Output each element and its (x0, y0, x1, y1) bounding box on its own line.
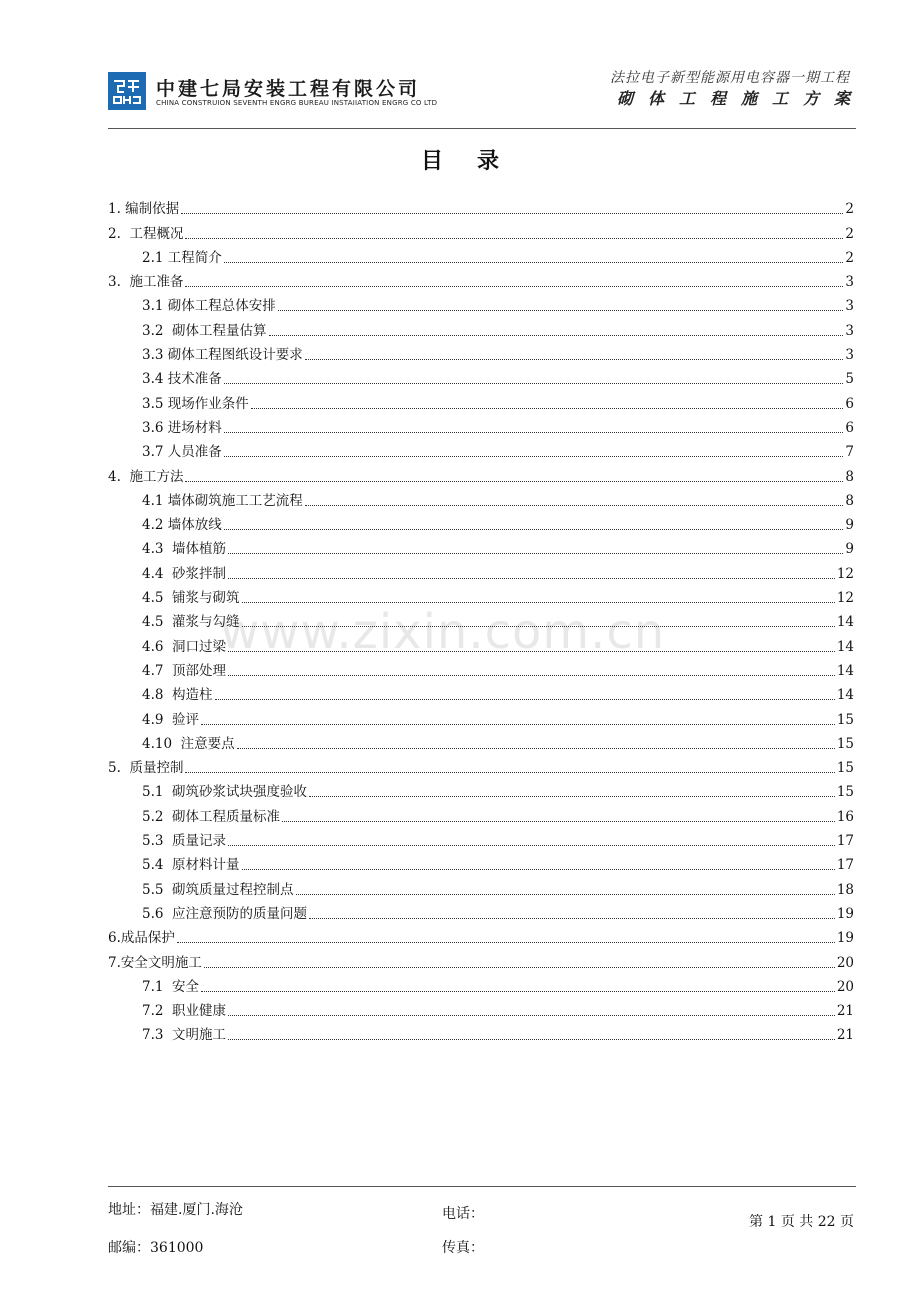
toc-entry[interactable] (108, 656, 854, 680)
toc-dot-leader (204, 966, 835, 968)
header-divider (108, 128, 856, 129)
toc-entry-page: 9 (845, 517, 854, 534)
toc-entry-page: 6 (845, 419, 854, 436)
company-name-cn: 中建七局安装工程有限公司 (156, 78, 421, 100)
toc-entry-page: 15 (836, 784, 854, 801)
toc-entry[interactable] (108, 826, 854, 850)
toc-entry-label: 4. 施工方法 (108, 468, 184, 485)
toc-dot-leader (309, 795, 835, 797)
toc-entry-page: 3 (845, 322, 854, 339)
toc-entry-page: 2 (845, 249, 854, 266)
toc-entry[interactable] (108, 437, 854, 461)
toc-entry-label: 7.2 职业健康 (142, 1003, 227, 1020)
toc-entry-page: 15 (836, 711, 854, 728)
toc-entry-label: 3.2 砌体工程量估算 (142, 322, 267, 339)
toc-entry[interactable] (108, 753, 854, 777)
toc-entry-label: 7.安全文明施工 (108, 954, 202, 971)
toc-entry-label: 4.6 洞口过梁 (142, 638, 227, 655)
toc-dot-leader (228, 844, 835, 846)
toc-entry-page: 9 (845, 541, 854, 558)
toc-dot-leader (305, 504, 844, 506)
company-logo-icon (108, 72, 146, 110)
toc-dot-leader (251, 407, 844, 409)
toc-entry-label: 2. 工程概况 (108, 225, 184, 242)
toc-entry-label: 6.成品保护 (108, 930, 175, 947)
toc-dot-leader (224, 528, 844, 530)
toc-entry[interactable] (108, 243, 854, 267)
toc-entry[interactable] (108, 704, 854, 728)
company-name-en: CHINA CONSTRUION SEVENTH ENGRG BUREAU INSTAIIATION ENGRG CO LTD (156, 99, 438, 107)
toc-dot-leader (305, 358, 844, 360)
toc-entry[interactable] (108, 729, 854, 753)
toc-entry[interactable] (108, 947, 854, 971)
toc-entry-label: 4.5 灌浆与勾缝 (142, 614, 240, 631)
toc-dot-leader (177, 941, 835, 943)
toc-dot-leader (215, 698, 835, 700)
toc-dot-leader (228, 577, 835, 579)
toc-entry[interactable] (108, 680, 854, 704)
toc-entry-page: 20 (836, 978, 854, 995)
toc-dot-leader (181, 212, 843, 214)
toc-entry-page: 14 (836, 638, 854, 655)
toc-dot-leader (224, 261, 844, 263)
toc-entry-label: 3.1 砌体工程总体安排 (142, 298, 276, 315)
company-logo (108, 72, 146, 110)
toc-entry[interactable] (108, 267, 854, 291)
toc-entry[interactable] (108, 291, 854, 315)
watermark: www.zixin.com.cn (220, 604, 666, 660)
toc-entry-label: 5.5 砌筑质量过程控制点 (142, 881, 294, 898)
toc-dot-leader (269, 334, 844, 336)
toc-heading: 目录 (420, 149, 533, 174)
toc-dot-leader (228, 1038, 835, 1040)
toc-dot-leader (185, 771, 834, 773)
toc-entry[interactable] (108, 1020, 854, 1044)
toc-entry-label: 5.3 质量记录 (142, 833, 227, 850)
toc-dot-leader (242, 625, 835, 627)
toc-entry[interactable] (108, 315, 854, 339)
toc-entry-label: 4.7 顶部处理 (142, 662, 227, 679)
toc-dot-leader (228, 1014, 835, 1016)
toc-dot-leader (185, 285, 843, 287)
document-title: 砌体工程施工方案 (616, 89, 865, 108)
toc-entry-page: 3 (845, 274, 854, 291)
toc-entry[interactable] (108, 631, 854, 655)
toc-entry-page: 2 (845, 201, 854, 218)
toc-entry-page: 17 (836, 833, 854, 850)
toc-entry-label: 3.7 人员准备 (142, 444, 222, 461)
toc-entry-page: 3 (845, 298, 854, 315)
toc-entry-label: 5.4 原材料计量 (142, 857, 240, 874)
toc-dot-leader (242, 601, 835, 603)
toc-entry-label: 4.8 构造柱 (142, 687, 213, 704)
toc-entry-label: 3.4 技术准备 (142, 371, 222, 388)
toc-dot-leader (228, 674, 835, 676)
toc-entry-page: 14 (836, 662, 854, 679)
toc-dot-leader (224, 431, 844, 433)
toc-entry[interactable] (108, 923, 854, 947)
table-of-contents (108, 194, 854, 1044)
footer-postcode: 邮编：361000 (108, 1240, 204, 1256)
toc-dot-leader (224, 382, 844, 384)
toc-dot-leader (242, 868, 835, 870)
toc-dot-leader (309, 917, 835, 919)
toc-entry-label: 4.5 铺浆与砌筑 (142, 590, 240, 607)
toc-entry[interactable] (108, 461, 854, 485)
toc-entry-page: 18 (836, 881, 854, 898)
toc-entry-label: 7.1 安全 (142, 978, 200, 995)
toc-entry-page: 2 (845, 225, 854, 242)
toc-entry-page: 20 (836, 954, 854, 971)
toc-entry-label: 3. 施工准备 (108, 274, 184, 291)
toc-dot-leader (224, 455, 844, 457)
toc-entry-page: 14 (836, 687, 854, 704)
toc-entry-label: 4.9 验评 (142, 711, 200, 728)
toc-entry[interactable] (108, 996, 854, 1020)
toc-entry-label: 3.5 现场作业条件 (142, 395, 249, 412)
footer-divider (108, 1186, 856, 1187)
toc-entry-page: 12 (836, 590, 854, 607)
toc-entry-label: 4.1 墙体砌筑施工工艺流程 (142, 492, 303, 509)
toc-entry-label: 5. 质量控制 (108, 760, 184, 777)
toc-entry-label: 2.1 工程简介 (142, 249, 222, 266)
toc-dot-leader (201, 723, 835, 725)
toc-entry[interactable] (108, 388, 854, 412)
toc-entry[interactable] (108, 218, 854, 242)
toc-entry-page: 8 (845, 492, 854, 509)
toc-entry-label: 1. 编制依据 (108, 201, 180, 218)
toc-entry[interactable] (108, 583, 854, 607)
toc-dot-leader (185, 237, 843, 239)
footer-phone: 电话： (442, 1206, 484, 1222)
toc-entry-label: 3.3 砌体工程图纸设计要求 (142, 347, 303, 364)
toc-entry[interactable] (108, 777, 854, 801)
project-name: 法拉电子新型能源用电容器一期工程 (610, 70, 850, 86)
toc-entry[interactable] (108, 413, 854, 437)
toc-entry-label: 3.6 进场材料 (142, 419, 222, 436)
toc-entry-page: 17 (836, 857, 854, 874)
toc-entry-label: 7.3 文明施工 (142, 1027, 227, 1044)
toc-entry-page: 21 (836, 1027, 854, 1044)
toc-entry-page: 6 (845, 395, 854, 412)
toc-dot-leader (228, 650, 835, 652)
toc-entry[interactable] (108, 486, 854, 510)
toc-entry-page: 16 (836, 808, 854, 825)
toc-entry-page: 21 (836, 1003, 854, 1020)
toc-entry-page: 8 (845, 468, 854, 485)
footer-fax: 传真： (442, 1240, 484, 1256)
toc-entry-page: 7 (845, 444, 854, 461)
toc-dot-leader (201, 990, 835, 992)
toc-entry-page: 19 (836, 905, 854, 922)
toc-entry-page: 3 (845, 347, 854, 364)
toc-entry[interactable] (108, 874, 854, 898)
toc-entry-label: 4.4 砂浆拌制 (142, 565, 227, 582)
toc-entry-page: 19 (836, 930, 854, 947)
toc-entry[interactable] (108, 534, 854, 558)
toc-dot-leader (278, 309, 844, 311)
toc-entry[interactable] (108, 850, 854, 874)
toc-entry-page: 12 (836, 565, 854, 582)
toc-entry[interactable] (108, 607, 854, 631)
toc-entry-label: 5.1 砌筑砂浆试块强度验收 (142, 784, 308, 801)
footer-address: 地址：福建.厦门.海沧 (108, 1202, 243, 1218)
toc-entry[interactable] (108, 510, 854, 534)
toc-entry-label: 4.10 注意要点 (142, 735, 235, 752)
toc-dot-leader (228, 552, 843, 554)
toc-entry-label: 5.6 应注意预防的质量问题 (142, 905, 308, 922)
toc-entry[interactable] (108, 558, 854, 582)
toc-entry-label: 5.2 砌体工程质量标准 (142, 808, 281, 825)
toc-entry[interactable] (108, 364, 854, 388)
toc-dot-leader (185, 480, 843, 482)
toc-entry[interactable] (108, 801, 854, 825)
toc-entry-page: 15 (836, 760, 854, 777)
toc-entry-label: 4.2 墙体放线 (142, 517, 222, 534)
toc-entry[interactable] (108, 972, 854, 996)
toc-entry-page: 15 (836, 735, 854, 752)
toc-entry[interactable] (108, 194, 854, 218)
toc-dot-leader (296, 893, 835, 895)
toc-dot-leader (282, 820, 835, 822)
page-header (108, 64, 865, 114)
toc-dot-leader (237, 747, 835, 749)
toc-entry-page: 5 (845, 371, 854, 388)
toc-entry-label: 4.3 墙体植筋 (142, 541, 227, 558)
toc-entry-page: 14 (836, 614, 854, 631)
toc-entry[interactable] (108, 899, 854, 923)
footer-page-info: 第 1 页 共 22 页 (749, 1214, 854, 1230)
toc-entry[interactable] (108, 340, 854, 364)
